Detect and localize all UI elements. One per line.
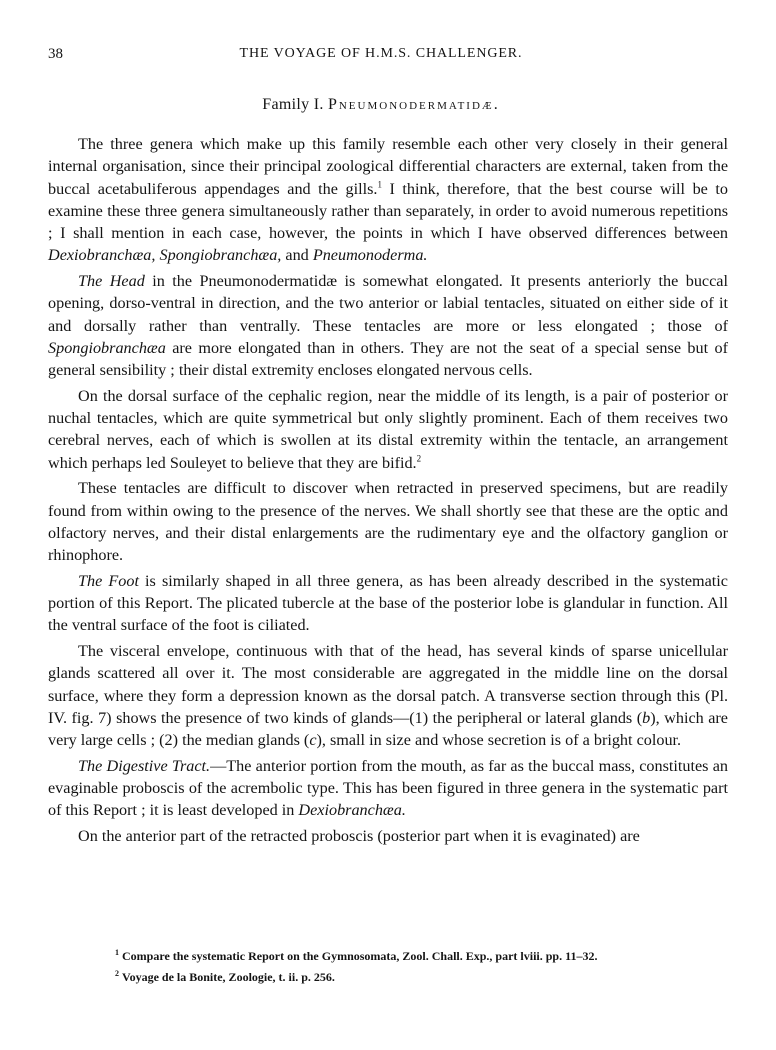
footnotes <box>115 944 715 986</box>
paragraph-text: These tentacles are difficult to discover when retracted in preserved specimens, but are readily found from within owing to the presence of the nerves. We shall shortly see that these are the optic and olfactory nerves, and their distal enlargements are the rudimentary eye and the olfactory ganglion or rhinophore. <box>48 479 728 564</box>
paragraph <box>48 270 728 381</box>
footnote-ref: 2 <box>416 453 422 464</box>
page-header <box>48 46 714 70</box>
running-title: THE VOYAGE OF H.M.S. CHALLENGER. <box>239 46 523 61</box>
paragraph <box>48 570 728 637</box>
italic-text: b <box>642 708 651 727</box>
italic-text: c <box>309 731 317 749</box>
paragraph <box>48 825 728 847</box>
footnote-ref: 1 <box>377 179 382 190</box>
paragraph-text: in the Pneumonodermatidæ is somewhat elongated. It presents anteriorly the buccal opening, dorso-ventral in direction, and the two anterior or labial tentacles, situated on either side of it and dorsally rather than ventrally. These tentacles are more or less elongated ; those of <box>48 272 728 335</box>
paragraph-text: I think, therefore, that the best course will be to examine these three genera simultaneously rather than separately, in order to avoid numerous repetitions ; I shall mention in each case, however, the points in which I have observed differences between <box>48 179 728 242</box>
paragraph-text: The three genera which make up this family resemble each other very closely in their general internal organisation, since their principal zoological differential characters are external, taken from the buccal acetabuliferous appendages and the gills. <box>48 135 728 198</box>
paragraph-text: is similarly shaped in all three genera, as has been already described in the systematic portion of this Report. The plicated tubercle at the base of the posterior lobe is glandular in function. All the ventral surface of the foot is ciliated. <box>48 571 728 635</box>
footnote-text: Voyage de la Bonite, Zoologie, t. ii. p. 256. <box>122 970 335 984</box>
paragraph-text: —The anterior portion from the mouth, as far as the buccal mass, constitutes an evaginable proboscis of the acrembolic type. This has been figured in three genera in the systematic part of this Report ; it is least developed in <box>48 756 728 820</box>
paragraph <box>48 755 728 822</box>
italic-text: Spongiobranchæa, <box>159 246 282 265</box>
paragraph <box>48 477 728 566</box>
paragraph-text: and <box>281 246 313 265</box>
body-text <box>48 133 728 851</box>
italic-text: The Digestive Tract. <box>78 756 211 775</box>
footnote <box>115 944 715 965</box>
footnote-text: Compare the systematic Report on the Gymnosomata, Zool. Chall. Exp., part lviii. pp. 11–32. <box>122 949 598 963</box>
paragraph <box>48 640 728 751</box>
italic-text: Pneumonoderma. <box>312 246 428 265</box>
italic-text: The Head <box>78 272 145 290</box>
paragraph-text: On the anterior part of the retracted proboscis (posterior part when it is evaginated) are <box>78 827 640 845</box>
paragraph-text: ), which are very large cells ; (2) the median glands ( <box>48 708 728 749</box>
footnote <box>115 965 715 986</box>
paragraph-text: The visceral envelope, continuous with that of the head, has several kinds of sparse unicellular glands scattered all over it. The most considerable are aggregated in the middle line on the dorsal surface, where they form a depression known as the dorsal patch. A transverse section through this (Pl. IV. fig. 7) shows the presence of two kinds of glands—(1) the peripheral or lateral glands ( <box>48 642 728 727</box>
family-name: Pneumonodermatidæ. <box>327 96 500 113</box>
footnote-mark: 2 <box>115 969 119 978</box>
paragraph-text: are more elongated than in others. They are not the seat of a special sense but of general sensibility ; their distal extremity encloses elongated nervous cells. <box>48 338 728 379</box>
italic-text: Dexiobranchæa. <box>298 801 406 820</box>
footnote-mark: 1 <box>115 948 119 957</box>
italic-text: Spongiobranchæa <box>48 338 166 357</box>
paragraph <box>48 385 728 474</box>
page-number: 38 <box>48 46 63 62</box>
paragraph <box>48 133 728 267</box>
section-title <box>48 96 714 114</box>
italic-text: The Foot <box>78 571 139 590</box>
paragraph-text: On the dorsal surface of the cephalic region, near the middle of its length, is a pair of posterior or nuchal tentacles, which are quite symmetrical but only slightly prominent. Each of them receives two cerebral nerves, each of which is swollen at its distal extremity within the tentacle, an arrangement which perhaps led Souleyet to believe that they are bifid. <box>48 386 728 472</box>
section-title-prefix: Family I. <box>262 96 324 113</box>
italic-text: Dexiobranchæa, <box>48 246 156 265</box>
paragraph-text: ), small in size and whose secretion is of a bright colour. <box>316 731 682 749</box>
